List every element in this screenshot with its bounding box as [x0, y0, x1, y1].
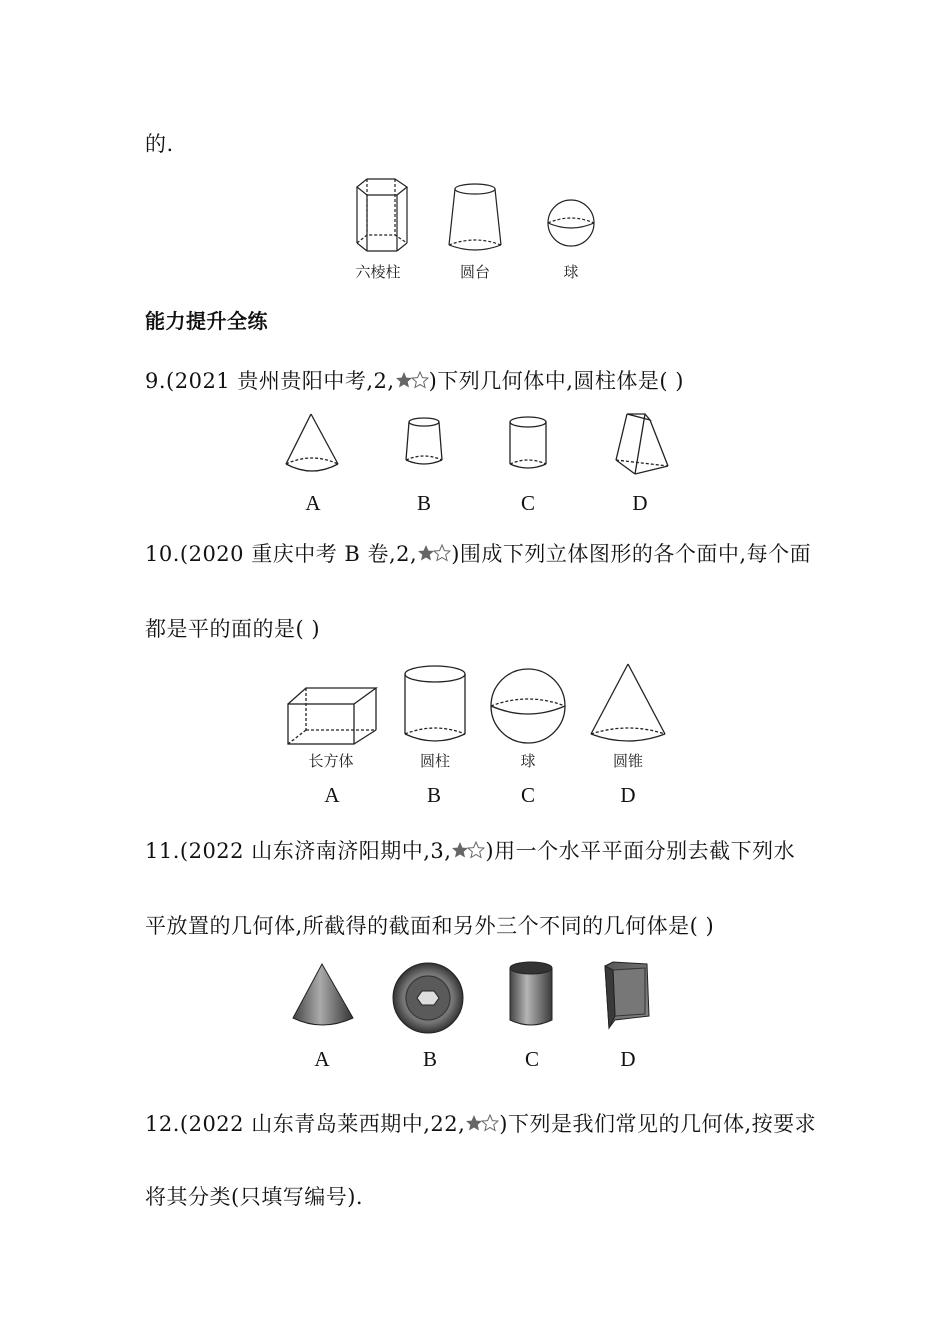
difficulty-stars-icon	[417, 543, 451, 567]
q10-cone-figure	[591, 664, 665, 741]
q10-prefix: 10.(2020 重庆中考 B 卷,2,	[145, 542, 418, 566]
q9-option-a: A	[305, 491, 321, 515]
question-10-line1	[145, 538, 811, 568]
q11-cone-solid-figure	[293, 964, 353, 1025]
frustum-figure	[449, 184, 501, 250]
q9-prefix: 9.(2021 贵州贵阳中考,2,	[145, 369, 395, 393]
figure-q10-options	[280, 660, 680, 750]
q10-option-a: A	[324, 783, 340, 807]
q9-option-c: C	[520, 491, 535, 515]
q11-option-d: D	[620, 1047, 636, 1071]
q10-suffix: )围成下列立体图形的各个面中,每个面	[451, 542, 812, 566]
question-10-line2: 都是平的面的是( )	[145, 617, 321, 641]
q9-cylinder-figure	[510, 417, 546, 468]
label-sphere: 球	[563, 263, 579, 281]
difficulty-stars-icon	[395, 370, 429, 394]
intro-text: 的.	[145, 132, 174, 156]
label-sphere-q10: 球	[520, 752, 536, 770]
q12-prefix: 12.(2022 山东青岛莱西期中,22,	[145, 1112, 466, 1136]
difficulty-stars-icon	[465, 1113, 499, 1137]
label-cone: 圆锥	[612, 752, 643, 770]
label-cuboid: 长方体	[308, 752, 354, 770]
q10-option-b: B	[426, 783, 441, 807]
q10-sphere-figure	[491, 669, 565, 743]
q9-frustum-figure	[406, 418, 442, 464]
q11-option-a: A	[314, 1047, 330, 1071]
q9-option-d: D	[632, 491, 648, 515]
q11-option-c: C	[524, 1047, 539, 1071]
question-11-line1	[145, 835, 795, 865]
label-hexagonal-prism: 六棱柱	[355, 263, 401, 281]
q11-option-b: B	[422, 1047, 437, 1071]
hexagonal-prism-figure	[357, 179, 407, 251]
q10-cylinder-figure	[405, 666, 465, 741]
q10-cuboid-figure	[288, 688, 376, 744]
q9-suffix: )下列几何体中,圆柱体是( )	[428, 369, 684, 393]
difficulty-stars-icon	[451, 840, 485, 864]
q9-option-b: B	[416, 491, 431, 515]
q11-suffix: )用一个水平平面分别去截下列水	[485, 839, 796, 863]
figure-q11-options	[285, 958, 665, 1038]
q10-option-d: D	[620, 783, 636, 807]
q11-cylinder-solid-figure	[510, 962, 552, 1025]
sphere-figure	[548, 200, 594, 246]
figure-top-solids	[345, 175, 605, 255]
question-12-line1	[145, 1108, 816, 1138]
question-9	[145, 365, 684, 395]
label-cylinder: 圆柱	[419, 752, 450, 770]
label-frustum: 圆台	[459, 263, 490, 281]
q9-cone-figure	[286, 414, 338, 471]
q11-sphere-hole-solid-figure	[393, 963, 463, 1033]
q12-suffix: )下列是我们常见的几何体,按要求	[499, 1112, 817, 1136]
q10-option-c: C	[520, 783, 535, 807]
q11-prefix: 11.(2022 山东济南济阳期中,3,	[145, 839, 452, 863]
question-12-line2: 将其分类(只填写编号).	[145, 1185, 364, 1209]
q9-pyramid-frustum-figure	[616, 414, 668, 474]
q11-triangular-prism-solid-figure	[605, 962, 649, 1028]
question-11-line2: 平放置的几何体,所截得的截面和另外三个不同的几何体是( )	[145, 914, 715, 938]
figure-q9-options	[280, 408, 680, 480]
section-title: 能力提升全练	[145, 309, 268, 333]
